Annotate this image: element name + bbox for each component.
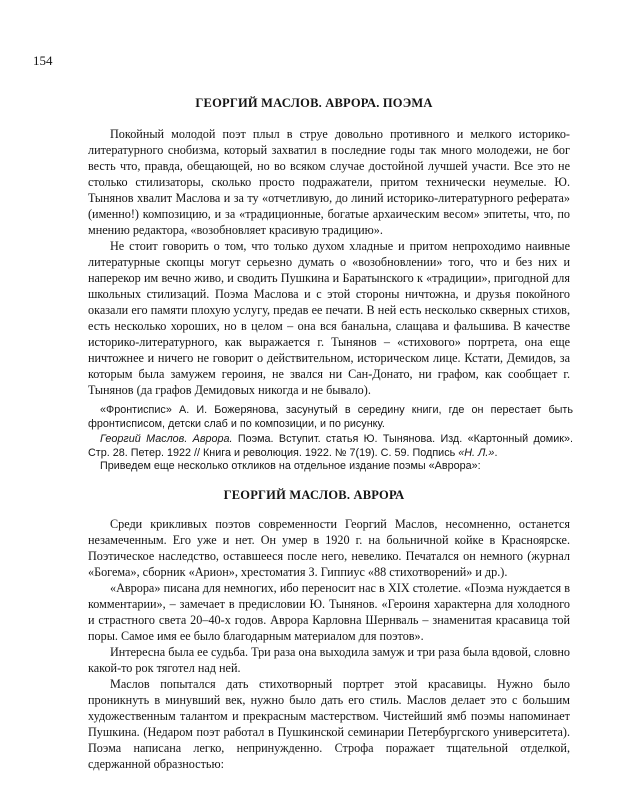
citation-signature: «Н. Л.» <box>458 447 495 460</box>
article-heading: ГЕОРГИЙ МАСЛОВ. АВРОРА <box>223 488 405 502</box>
citation-end: . <box>494 447 498 460</box>
paragraph: Интересна была ее судьба. Три раза она выходила замуж и три раза была вдовой, словно какой-то рок тяготел над ней. <box>88 645 570 675</box>
paragraph: Не стоит говорить о том, что только духом хладные и притом непроходимо наивные литературные скопцы могут серьезно думать о «возобновлении» того, что и без них и наперекор им вечно живо, и сводить Пушкина и Баратынского к «традиции», пригодной для школьных стилизаций. Поэма Маслова и с этой стороны ничтожна, и друзья покойного оказали его памяти плохую услугу, предав ее печати. В ней есть несколько скверных стихов, есть несколько хороших, но в целом – она вся банальна, слащава и фальшива. В качестве историко-литературного, как выражается г. Тынянов – «стихового» портрета, она еще ничтожнее и ничего не говорит о действительном, историческом лице. Кстати, Демидов, за которым была замужем героиня, не звался ни Сан-Донато, ни графом, как сообщает г. Тынянов (да графов Демидовых никогда и не бывало). <box>88 239 570 397</box>
frontispiece-note: «Фронтиспис» А. И. Божерянова, засунутый в середину книги, где он перестает быть фронтисписом, детски слаб и по композиции, и по рисунку. <box>88 404 573 431</box>
paragraph: Среди крикливых поэтов современности Георгий Маслов, несомненно, останется незамеченным. Его уже и нет. Он умер в 1920 г. на больничной койке в Красноярске. Поэтическое наследство, оставшееся после него, невелико. Печатался он немного (журнал «Богема», сборник «Арион», хрестоматия З. Гиппиус «88 стихотворений» и др.). <box>88 517 570 579</box>
paragraph: Маслов попытался дать стихотворный портрет этой красавицы. Нужно было проникнуть в минувший век, нужно было дать его стиль. Маслов делает это с большим художественным талантом и прекрасным мастерством. Чистейший ямб поэмы напоминает Пушкина. (Недаром поэт работал в Пушкинской семинарии Петербургского университета). Поэма написана легко, непринужденно. Строфа поражает тщательной отделкой, сдержанной образностью: <box>88 677 570 771</box>
article-heading: ГЕОРГИЙ МАСЛОВ. АВРОРА. ПОЭМА <box>195 96 433 110</box>
page-number: 154 <box>33 53 53 68</box>
citation-title: Георгий Маслов. Аврора. <box>100 432 233 445</box>
intro-line: Приведем еще несколько откликов на отдельное издание поэмы «Аврора»: <box>100 460 481 472</box>
paragraph: Покойный молодой поэт плыл в струе довольно противного и мелкого историко-литературного снобизма, который захватил в последние годы так много молодежи, не бог весть что, правда, обещающей, но во всяком случае достойной лучшей участи. Все это не столько стилизаторы, сколько просто подражатели, притом технически неумелые. Ю. Тынянов хвалит Маслова и за ту «отчетливую, до линий историко-литературного реферата» (именно!) композицию, и за «традиционные, богатые архаическим весом» эпитеты, что, по мнению редактора, «возобновляет красивую традицию». <box>88 127 570 237</box>
review-body <box>88 126 570 398</box>
citation-text: Поэма. Вступит. статья Ю. Тынянова. Изд. «Картонный домик». Стр. 28. Петер. 1922 // Книга и революция. 1922. № 7(19). С. 59. Подпись <box>88 432 573 460</box>
citation <box>88 432 573 461</box>
review-body <box>88 516 570 772</box>
paragraph: «Аврора» писана для немногих, ибо переносит нас в XIX столетие. «Поэма нуждается в комментарии», – замечает в предисловии Ю. Тынянов. «Героиня характерна для холодного и страстного света 20–40-х годов. Аврора Карловна Шернваль – знаменитая красавица той поры. Самое имя ее было благодарным материалом для поэтов». <box>88 581 570 643</box>
review-notes <box>88 403 573 461</box>
